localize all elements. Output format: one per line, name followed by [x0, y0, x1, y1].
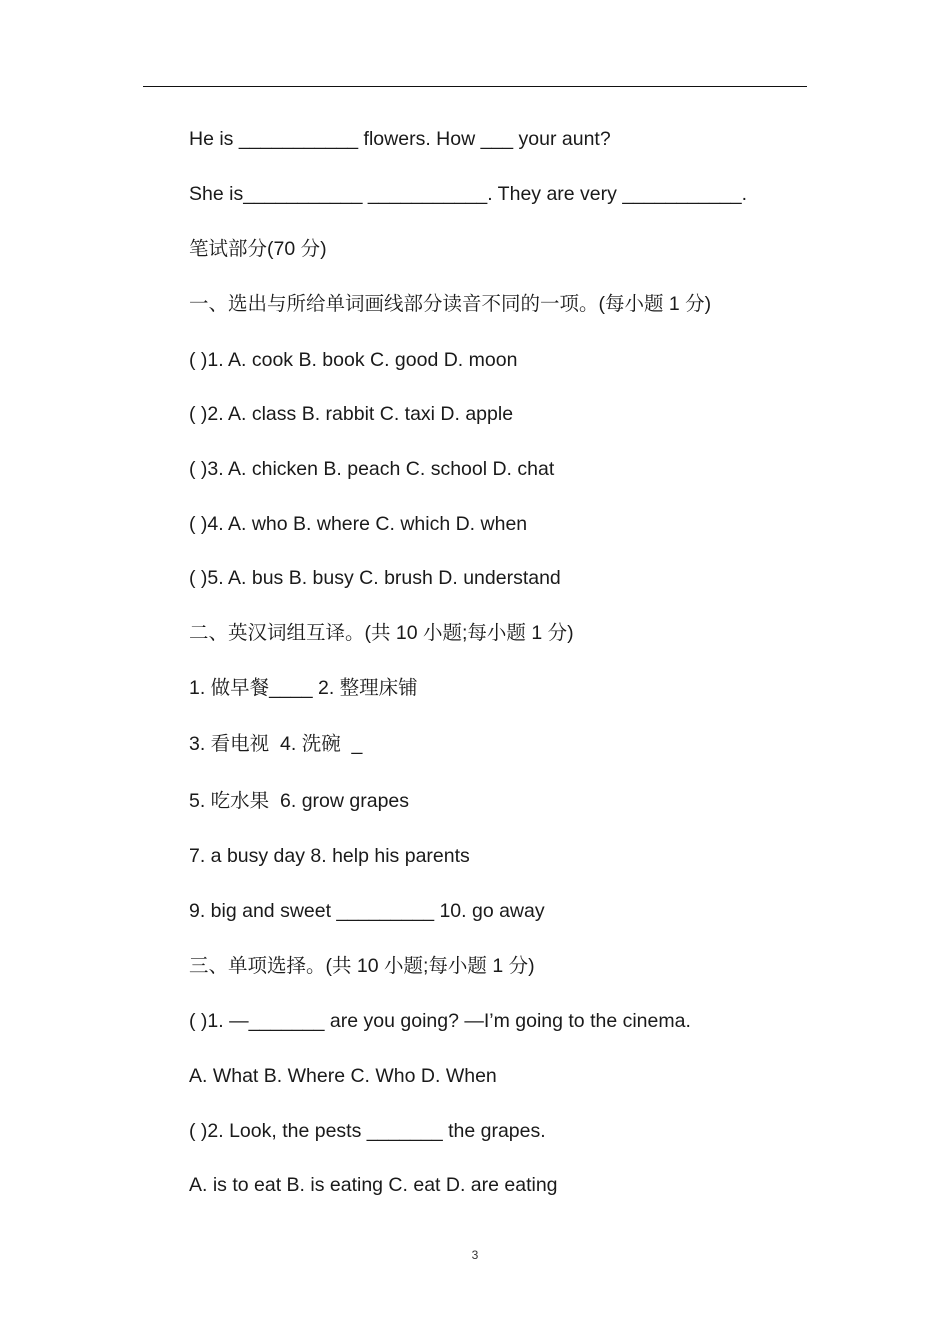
- section-heading-part-1: 一、选出与所给单词画线部分读音不同的一项。(每小题 1 分): [189, 293, 712, 315]
- question-phonics-2: ( )2. A. class B. rabbit C. taxi D. apple: [189, 403, 514, 425]
- question-phonics-4: ( )4. A. who B. where C. which D. when: [189, 513, 528, 535]
- translation-item-5-6: 5. 吃水果 6. grow grapes: [189, 790, 410, 812]
- text-line-fill-blank-2: She is___________ ___________. They are very ___________.: [189, 183, 748, 205]
- header-rule: [143, 86, 807, 87]
- question-phonics-5: ( )5. A. bus B. busy C. brush D. understand: [189, 567, 561, 589]
- question-choice-2: ( )2. Look, the pests _______ the grapes.: [189, 1120, 546, 1142]
- question-choice-2-options: A. is to eat B. is eating C. eat D. are eating: [189, 1174, 558, 1196]
- translation-item-1-2: 1. 做早餐____ 2. 整理床铺: [189, 677, 418, 699]
- translation-item-3-4: 3. 看电视 4. 洗碗 _: [189, 733, 363, 755]
- translation-item-9-10: 9. big and sweet _________ 10. go away: [189, 900, 545, 922]
- question-phonics-1: ( )1. A. cook B. book C. good D. moon: [189, 349, 518, 371]
- text-line-fill-blank-1: He is ___________ flowers. How ___ your aunt?: [189, 128, 611, 150]
- question-choice-1: ( )1. —_______ are you going? —I’m going to the cinema.: [189, 1010, 691, 1032]
- question-choice-1-options: A. What B. Where C. Who D. When: [189, 1065, 497, 1087]
- question-phonics-3: ( )3. A. chicken B. peach C. school D. chat: [189, 458, 555, 480]
- section-heading-written-part: 笔试部分(70 分): [189, 238, 327, 260]
- section-heading-part-3: 三、单项选择。(共 10 小题;每小题 1 分): [189, 955, 535, 977]
- translation-item-7-8: 7. a busy day 8. help his parents: [189, 845, 470, 867]
- page-number: 3: [471, 1248, 479, 1262]
- section-heading-part-2: 二、英汉词组互译。(共 10 小题;每小题 1 分): [189, 622, 574, 644]
